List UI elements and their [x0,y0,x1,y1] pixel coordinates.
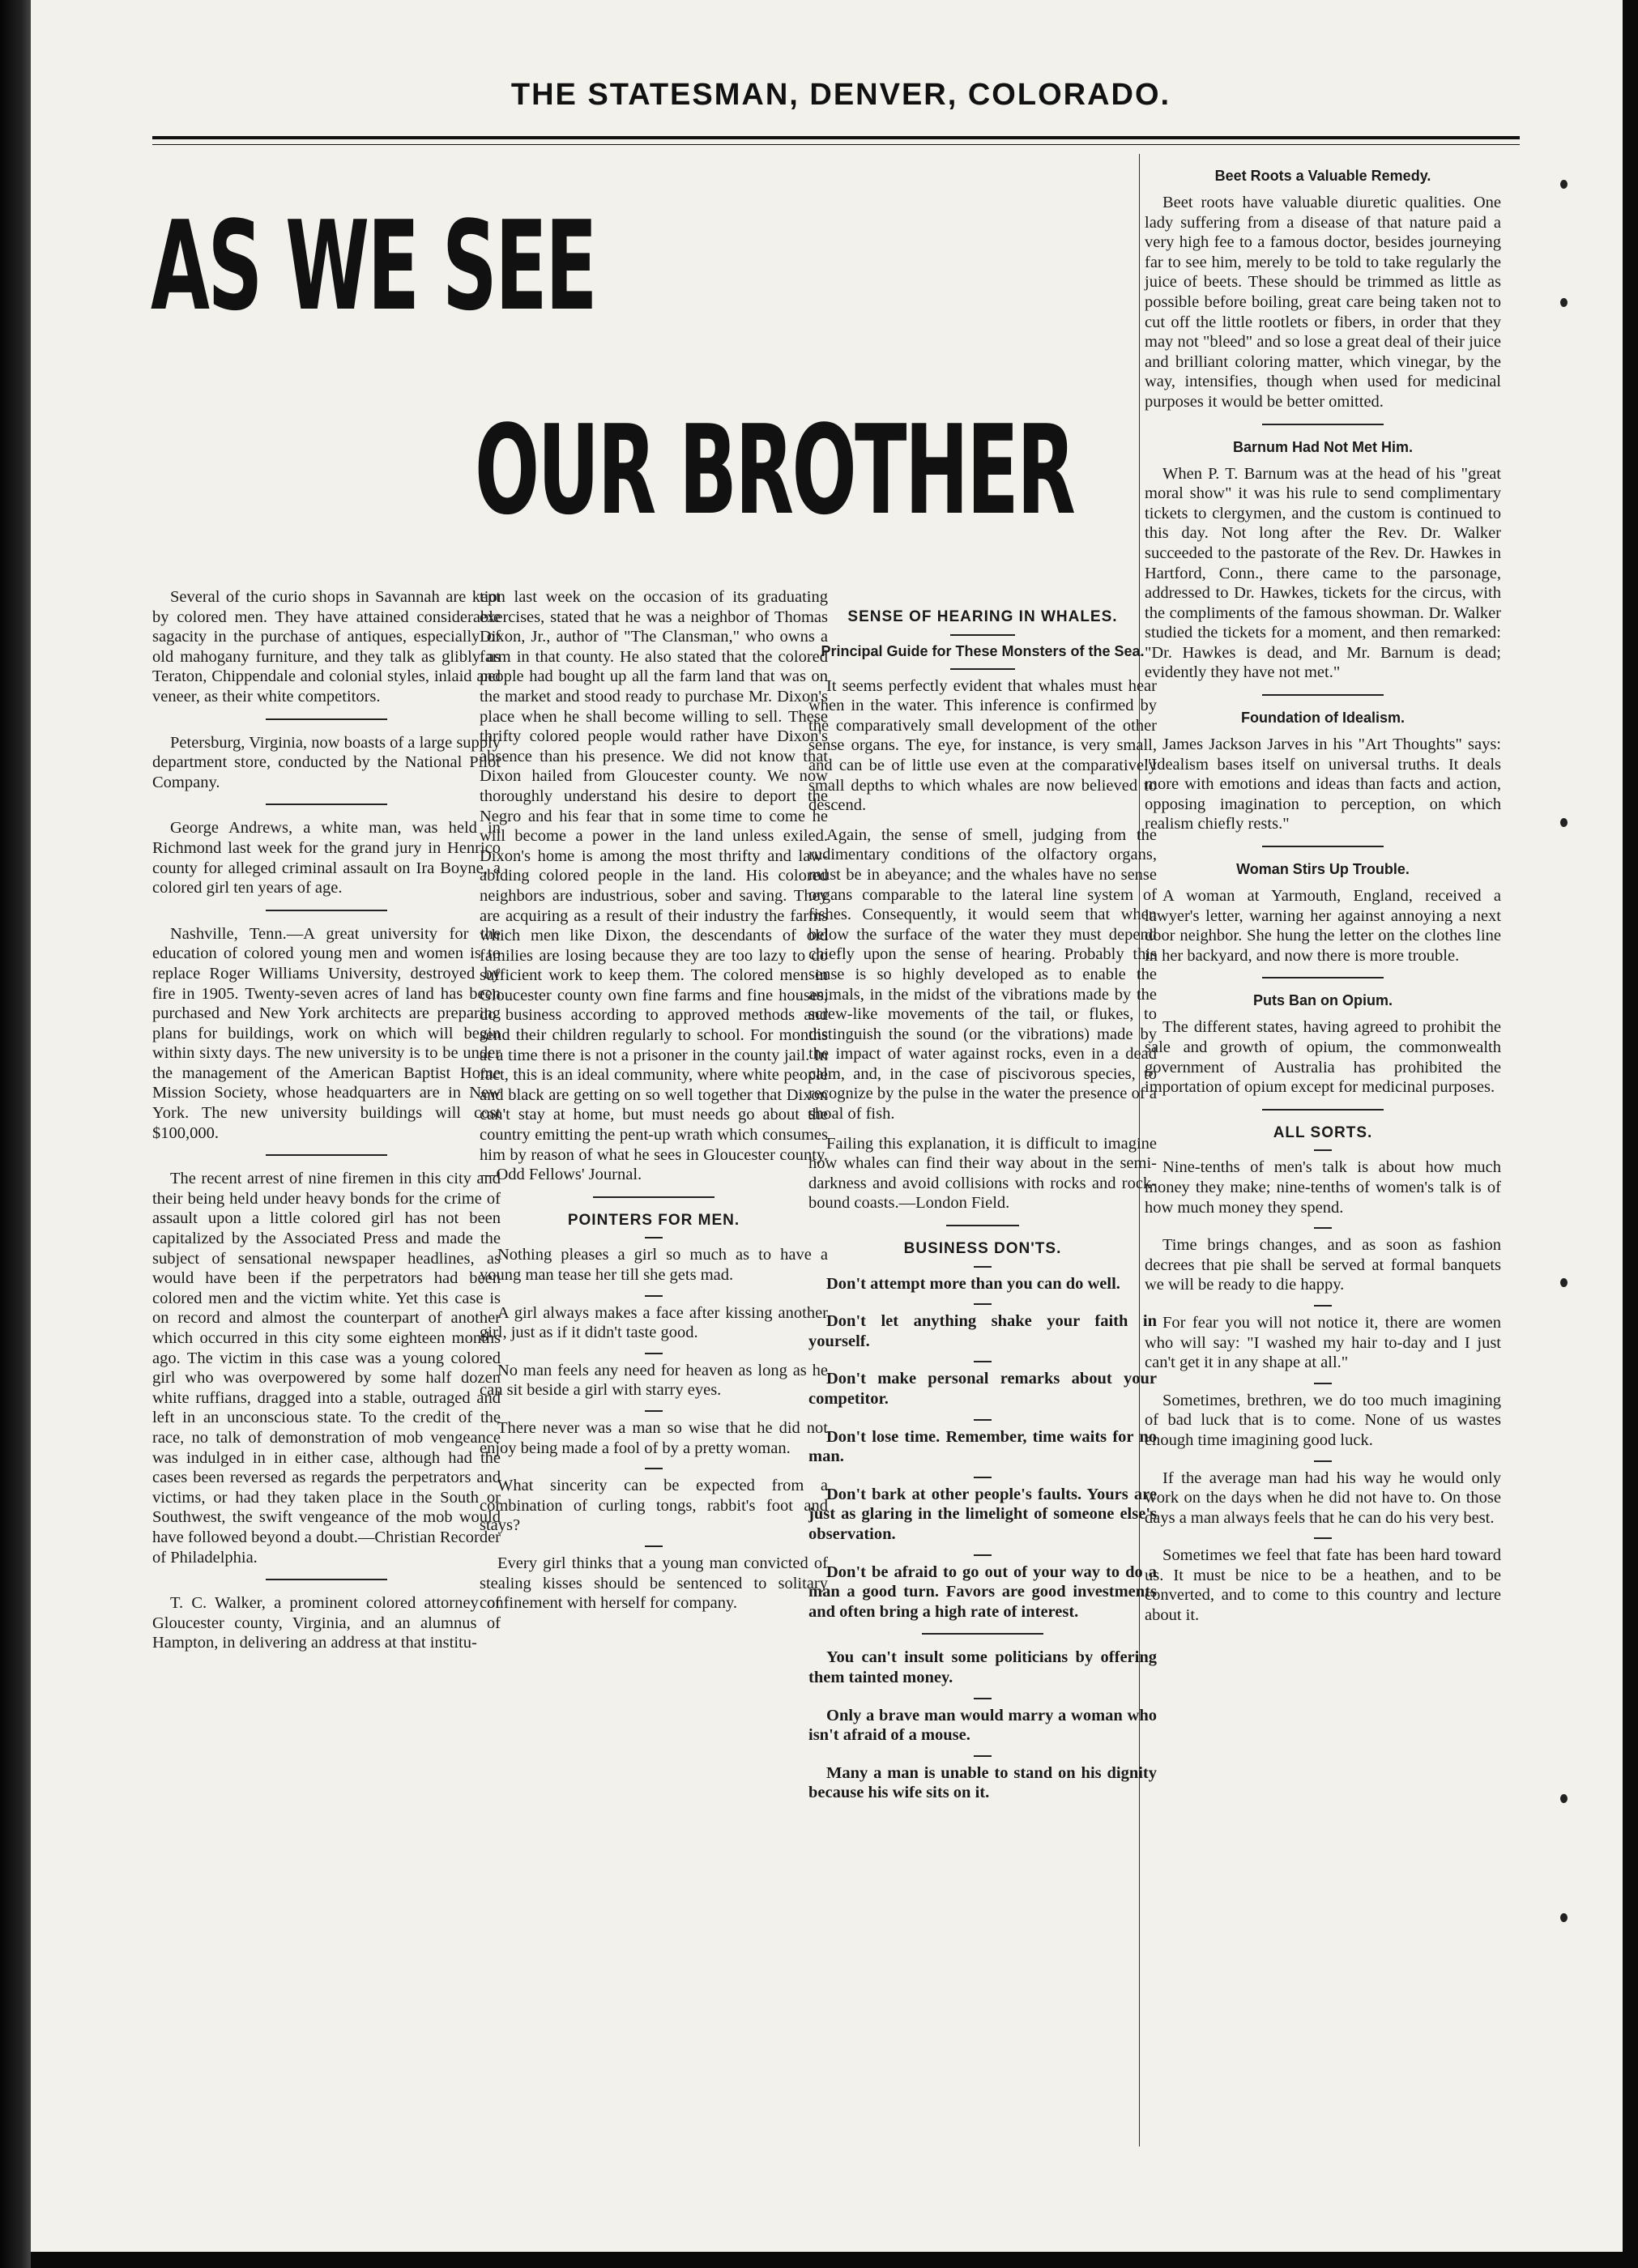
paragraph: It seems perfectly evident that whales must hear when in the water. This inference is confirmed by the comparatively small development of the other sense organs. The eye, for instance, is very small, and can be of little use even at the comparatively small depths to which whales are now believed to descend. [808,676,1157,815]
divider [1262,424,1384,425]
paragraph: Petersburg, Virginia, now boasts of a large supply department store, conducted by the National Pilot Company. [152,733,501,791]
dash [974,1266,992,1268]
dont-item: Don't attempt more than you can do well. [826,1274,1120,1293]
section-title-opium: Puts Ban on Opium. [1252,992,1393,1009]
divider [266,718,387,720]
headline-line-1: AS WE SEE [151,194,596,338]
misc-item: Only a brave man would marry a woman who isn't afraid of a mouse. [808,1706,1157,1745]
page-edge [0,0,31,2268]
divider [1262,846,1384,847]
dash [645,1410,663,1412]
headline-line-2: OUR BROTHER [475,399,1074,542]
dont-item: Don't make personal remarks about your competitor. [808,1370,1157,1408]
divider [1262,1109,1384,1111]
dash [950,634,1015,636]
ink-spot [1560,298,1568,307]
paragraph: When P. T. Barnum was at the head of his "great moral show" it was his rule to send complimentary tickets to clergymen, and the custom is continued to this day. Not long after the Rev. Dr. Walker succeeded to the pastorate of the Rev. Dr. Hawkes in Hartford, Conn., there came to the parsonage, addressed to Dr. Hawkes, tickets for the circus, with the compliments of the famous showman. Dr. Walker studied the tickets for a moment, and then remarked: "Dr. Hawkes is dead, and Mr. Barnum is dead; evidently they have not met." [1145,464,1501,682]
column-3 [808,608,1157,1813]
masthead: THE STATESMAN, DENVER, COLORADO. [510,78,1171,112]
sorts-item: Sometimes we feel that fate has been hard toward us. It must be nice to be a heathen, and to be converted, and to come to this country and lecture about it. [1145,1546,1501,1625]
paragraph: Failing this explanation, it is difficult to imagine how whales can find their way about in the semi-darkness and avoid collisions with rocks and rock-bound coasts.—London Field. [808,1134,1157,1213]
paragraph: tion last week on the occasion of its graduating exercises, stated that he was a neighbor of Thomas Dixon, Jr., author of "The Clansman," who owns a farm in that county. He also stated that the colored people had bought up all the farm land that was on the market and stood ready to purchase Mr. Dixon's place when he shall become willing to sell. These thrifty colored people would rather have Dixon's absence than his presence. We did not know that Dixon hailed from Gloucester county. We now thoroughly understand his desire to deport the Negro and his fear that in some time to come he will become a power in the land unless exiled. Dixon's home is among the most thrifty and law-abiding colored people in the land. His colored neighbors are industrious, sober and saving. They are acquiring as a result of their industry the farms which men like Dixon, the descendants of old families are losing because they are too lazy to do sufficient work to keep them. The colored men in Gloucester county own fine farms and fine houses, do business according to approved methods and send their children regularly to school. For months at a time there is not a prisoner in the county jail. In fact, this is an ideal community, where white people and black are getting on so well together that Dixon can't stay at home, but must needs go about the country emitting the pent-up wrath which consumes him by reason of what he sees in Gloucester county.—Odd Fellows' Journal. [480,588,828,1184]
dash [1314,1227,1332,1229]
column-1 [152,587,501,1663]
dash [645,1353,663,1354]
paragraph: The different states, having agreed to prohibit the sale and growth of opium, the commonwealth government of Australia has prohibited the importation of opium except for medicinal purposes. [1145,1018,1501,1097]
pointer-item: There never was a man so wise that he did not enjoy being made a fool of by a pretty woman. [480,1418,828,1457]
dash [645,1468,663,1469]
sorts-item: For fear you will not notice it, there are women who will say: "I washed my hair to-day and I just can't get it in any shape at all." [1145,1313,1501,1372]
ink-spot [1560,818,1568,827]
misc-item: You can't insult some politicians by offering them tainted money. [808,1648,1157,1686]
paragraph: The recent arrest of nine firemen in this city and their being held under heavy bonds for the crime of assault upon a little colored girl has not been capitalized by the Associated Press and made the subject of sensational newspaper headlines, as would have been if the perpetrators had been colored men and the victim white. Yet this case is on record and almost the counterpart of another which occurred in this city some eighteen months ago. The victim in this case was a young colored girl who was overpowered by some half dozen white ruffians, dragged into a stable, outraged and left in an unconscious state. To the credit of the race, no talk of demonstration of mob vengeance was indulged in in either case, although had the cases been reversed as regards the perpetrators and victims, or had they taken place in the South or Southwest, the swift vengeance of the mob would have followed beyond a doubt.—Christian Recorder of Philadelphia. [152,1170,501,1567]
dash [974,1755,992,1757]
misc-item: Many a man is unable to stand on his dignity because his wife sits on it. [808,1763,1157,1802]
divider [266,910,387,911]
sorts-item: Time brings changes, and as soon as fashion decrees that pie shall be served at formal banquets we will be ready to die happy. [1145,1236,1501,1294]
paragraph: Again, the sense of smell, judging from the rudimentary conditions of the olfactory organs, must be in abeyance; and the whales have no sense organs comparable to the lateral line system of fishes. Consequently, it would seem that when below the surface of the water they must depend chiefly upon the sense of hearing. Probably this sense is so highly developed as to enable the animals, in the midst of the vibrations made by the screw-like movements of the tail, or flukes, to distinguish the sound (or the vibrations) made by the impact of water against rocks, even in a dead calm, and, in the case of piscivorous species, to recognize by the pulse in the water the presence of a shoal of fish. [808,825,1157,1123]
section-subtitle-whales: Principal Guide for These Monsters of the Sea. [821,642,1145,659]
dont-item: Don't let anything shake your faith in yourself. [808,1312,1157,1350]
sorts-item: Nine-tenths of men's talk is about how much money they make; nine-tenths of women's talk is of how much money they spend. [1145,1158,1501,1217]
section-title-pointers: POINTERS FOR MEN. [567,1211,740,1229]
dash [974,1698,992,1699]
column-4 [1145,162,1501,1635]
section-title-whales: SENSE OF HEARING IN WHALES. [847,608,1118,625]
divider [266,1154,387,1156]
dash [974,1419,992,1421]
dash [1314,1460,1332,1462]
dash [974,1477,992,1478]
section-title-business-donts: BUSINESS DON'TS. [903,1240,1062,1258]
dash [974,1303,992,1305]
pointer-item: What sincerity can be expected from a combination of curling tongs, rabbit's foot and stays? [480,1477,828,1535]
pointer-item: Nothing pleases a girl so much as to have a young man tease her till she gets mad. [480,1246,828,1284]
divider [946,1225,1019,1226]
column-2 [480,587,828,1623]
newspaper-page [31,0,1623,2252]
paragraph: T. C. Walker, a prominent colored attorney of Gloucester county, Virginia, and an alumnus of Hampton, in delivering an address at that institu- [152,1594,501,1652]
ink-spot [1560,1913,1568,1922]
dont-item: Don't be afraid to go out of your way to do a man a good turn. Favors are good investments and often bring a high rate of interest. [808,1562,1157,1621]
ink-spot [1560,180,1568,189]
pointer-item: Every girl thinks that a young man convicted of stealing kisses should be sentenced to solitary confinement with herself for company. [480,1554,828,1613]
section-title-all-sorts: ALL SORTS. [1273,1123,1373,1141]
masthead-rule [152,136,1520,139]
paragraph: Beet roots have valuable diuretic qualities. One lady suffering from a disease of that nature paid a very high fee to a famous doctor, besides journeying far to see him, merely to be told to take regularly the juice of beets. These should be trimmed as little as possible before boiling, great care being taken not to cut off the little rootlets or fibers, in order that they may not "bleed" and so lose a great deal of their juice and brilliant coloring matter, which vinegar, by the way, intensifies, though when used for medicinal purposes it would be better omitted. [1145,194,1501,411]
divider [266,804,387,805]
ink-spot [1560,1794,1568,1803]
dash [1314,1149,1332,1151]
dash [645,1545,663,1547]
pointer-item: No man feels any need for heaven as long as he can sit beside a girl with starry eyes. [480,1361,828,1400]
dash [645,1237,663,1238]
pointer-item: A girl always makes a face after kissing another girl, just as if it didn't taste good. [480,1303,828,1342]
paragraph: George Andrews, a white man, was held in Richmond last week for the grand jury in Henrico county for alleged criminal assault on Ira Boyne, a colored girl ten years of age. [152,819,501,897]
dash [645,1295,663,1297]
section-title-idealism: Foundation of Idealism. [1241,710,1405,727]
sorts-item: If the average man had his way he would only work on the days when he did not have to. On those days a man always feels that he can do his very best. [1145,1469,1501,1527]
paragraph: Nashville, Tenn.—A great university for the education of colored young men and women is to replace Roger Williams University, destroyed by fire in 1905. Twenty-seven acres of land has been purchased and New York architects are preparing plans for buildings, work on which will begin within sixty days. The new university is to be under the management of the American Baptist Home Mission Society, whose headquarters are in New York. The new university buildings will cost $100,000. [152,924,501,1142]
divider [266,1579,387,1580]
paragraph: James Jackson Jarves in his "Art Thoughts" says: "Idealism bases itself on universal truths. It deals more with emotions and ideas than facts and action, opposing imagination to perception, on which realism chiefly rests." [1145,735,1501,833]
dash [1314,1383,1332,1384]
divider [1262,977,1384,978]
dash [1314,1537,1332,1539]
dont-item: Don't lose time. Remember, time waits for no man. [808,1427,1157,1466]
divider [1262,694,1384,696]
dash [974,1361,992,1362]
divider [593,1196,714,1198]
dash [1314,1305,1332,1307]
paragraph: Several of the curio shops in Savannah are kept by colored men. They have attained considerable sagacity in the purchase of antiques, especially of old mahogany furniture, and they talk as glibly as Teraton, Chippendale and colonial styles, inlaid and veneer, as their white competitors. [152,588,501,706]
ink-spot [1560,1278,1568,1287]
dash [974,1554,992,1556]
sorts-item: Sometimes, brethren, we do too much imagining of bad luck that is to come. None of us wastes enough time imagining good luck. [1145,1391,1501,1449]
masthead-rule-thin [152,144,1520,145]
section-title-barnum: Barnum Had Not Met Him. [1232,438,1413,455]
dont-item: Don't bark at other people's faults. Yours are just as glaring in the limelight of someone else's observation. [808,1485,1157,1543]
section-title-woman-trouble: Woman Stirs Up Trouble. [1236,861,1410,878]
divider [922,1633,1043,1635]
paragraph: A woman at Yarmouth, England, received a lawyer's letter, warning her against annoying a next door neighbor. She hung the letter on the clothes line in her backyard, and now there is more trouble. [1145,887,1501,965]
dash [950,668,1015,670]
section-title-beet-roots: Beet Roots a Valuable Remedy. [1214,168,1431,184]
